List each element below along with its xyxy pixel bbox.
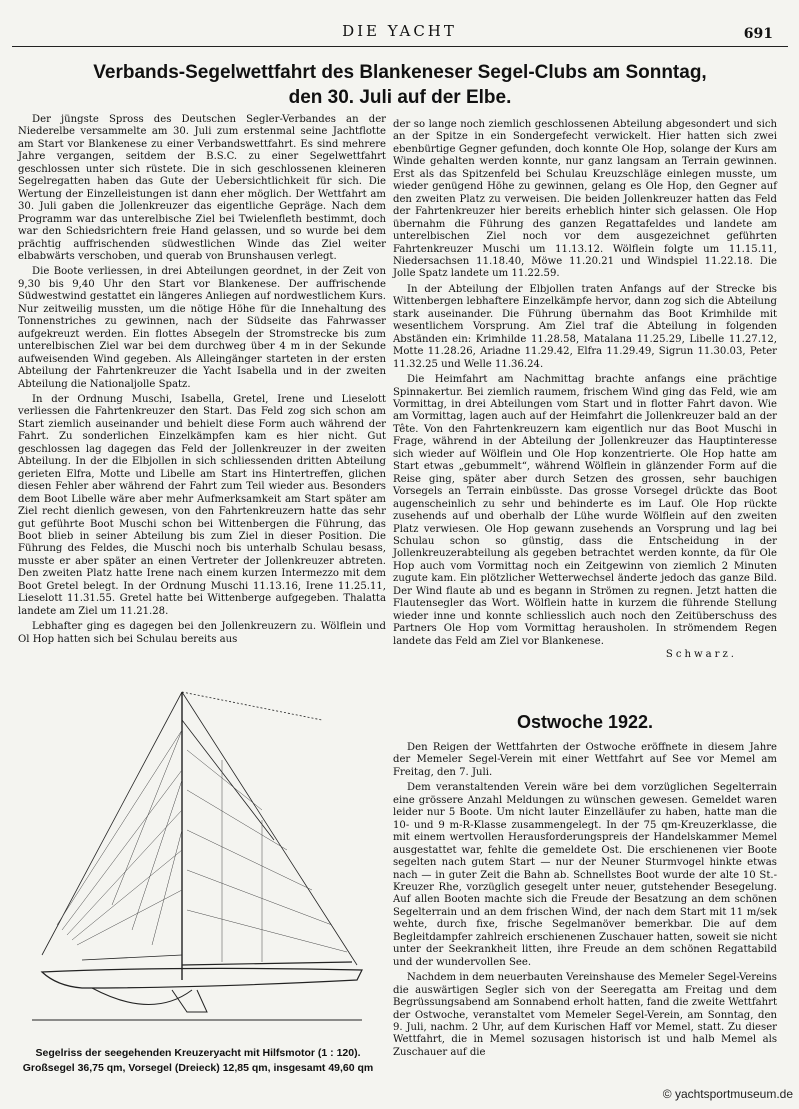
paragraph: Dem veranstaltenden Verein wäre bei dem vorzüglichen Segelterrain eine grössere Anzahl Meldungen zu wünschen gewesen. Gemeldet waren leider nur 5 Boote. Um nicht lauter Einzelläufer zu haben, hatte man die 10- und 9 m-R-Klasse zusammengelegt. In der 75 qm-Kreuzerklasse, die mit einem wertvollen Herausforderungspreis der Handelskammer Memel ausgestattet war, fehlte die gemeldete Ost. Die erschienenen vier Boote segelten nach gutem Start — nur der Neuner Sturmvogel hinkte etwas nach — in guter Zeit die Bahn ab. Schnellstes Boot wurde der alte 10 St.-Kreuzer Rhe, vorzüglich gesegelt unter neuer, gutstehender Besegelung. Auf allen Booten machte sich die Freude der Besatzung an dem schönen Segelterrain und an dem frischen Wind, der nach dem Start mit 11 m/sek wehte, durch fixe, frische Segelmanöver bemerkbar. Die auf dem Begleitdampfer zahlreich erschienenen Zuschauer hatten, soweit sie nicht unter der Seekrankheit litten, ihre Freude an dem schönen Regattabild und der wundervollen See. [393,782,777,968]
article-title [30,60,770,110]
header-rule [12,46,788,47]
figure-caption [8,1046,388,1076]
paragraph: der so lange noch ziemlich geschlossenen Abteilung abgesondert und sich an der Spitze in ein Sondergefecht verwickelt. Hier hatten sich zwei ebenbürtige Gegner gefunden, doch konnte Ole Hop, solange der Kurs am Winde gehalten werden konnte, nur ganz langsam an Terrain gewinnen. Erst als das Spitzenfeld bei Schulau Kreuzschläge einlegen musste, um wieder genügend Höhe zu gewinnen, gelang es Ole Hop, den Gegner auf den zweiten Platz zu verweisen. Die beiden Jollenkreuzer hatten das Feld der Fahrtenkreuzer hier bereits erheblich hinter sich gelassen. Ole Hop übernahm die Führung des ganzen Regattafeldes und landete am unterelbischen Ziel noch vor dem ausgezeichnet geführten Fahrtenkreuzer Muschi um 11.13.12. Wölflein folgte um 11.15.11, Niedersachsen 11.18.40, Möwe 11.20.21 und Windspiel 11.22.18. Die Jolle Spatz landete um 11.22.59. [393,119,777,280]
article-right-column [393,119,777,661]
sail-plan-drawing [22,690,372,1030]
page-header [0,22,799,46]
paragraph: Der jüngste Spross des Deutschen Segler-Verbandes an der Niederelbe versammelte am 30. Juli zum erstenmal seine Jachtflotte am Start vor Blankenese zu einer Verbandswettfahrt. Es sind mehrere Jahre vergangen, seitdem der B.S.C. zu einer Segelwettfahrt geschlossen unter sich rüstete. Die in sich geschlossenen kleineren Segelregatten haben das Gute der Uebersichtlichkeit für sich. Die Wertung der Einzelleistungen ist dann eher möglich. Der Wettfahrt am 30. Juli gaben die Jollenkreuzer das eigentliche Gepräge. Nach dem Programm war das unterelbische Ziel bei Twielenfleth bestimmt, doch war den Schiedsrichtern freie Hand gelassen, und so wurde bei dem prächtig auffrischenden südwestlichen Winde das Ziel weiter elbabwärts verschoben, und querab von Brunshausen verlegt. [18,114,386,262]
paragraph: Die Heimfahrt am Nachmittag brachte anfangs eine prächtige Spinnakertur. Bei ziemlich raumem, frischem Wind ging das Feld, wie am Vormittag, in drei Abteilungen vom Start und in flotter Fahrt davon. Wie am Vormittag, lagen auch auf der Heimfahrt die Jollenkreuzer bald an der Tête. Von den Fahrtenkreuzern kam eigentlich nur das Boot Muschi in Frage, während in der Abteilung der Jollenkreuzer das Hauptinteresse sich wieder auf Wölflein und Ole Hop konzentrierte. Ole Hop hatte am Start etwas „gebummelt“, während Wölflein in glänzender Form auf die Reise ging, später aber durch Setzen des grossen, sehr bauchigen Vorsegels an Terrain einbüsste. Das grosse Vorsegel drückte das Boot augenscheinlich zu sehr und behinderte es im Lauf. Ole Hop rückte zusehends auf und oberhalb der Lühe wurde Wölflein auf den zweiten Platz verwiesen. Ole Hop gewann zusehends an Vorsprung und lag bei Schulau schon so günstig, dass die Entscheidung in der Jollenkreuzerabteilung als gegeben betrachtet werden konnte, da für Ole Hop auch vom Vormittag noch ein Zeitgewinn von ziemlich 2 Minuten zugute kam. Ein plötzlicher Wetterwechsel änderte jedoch das ganze Bild. Der Wind flaute ab und es begann in Strömen zu regnen. Jetzt hatten die Flautensegler das Wort. Wölflein hatte in kurzem die führende Stellung wieder inne und konnte schliesslich auch noch den Zeitüberschuss des Partners Ole Hop vom Vormittag herausholen. In strömendem Regen landete das Feld am Ziel vor Blankenese. [393,374,777,647]
sail-plan-figure [22,690,372,1030]
ostwoche-column [393,742,777,1062]
section-title-ostwoche: Ostwoche 1922. [516,712,654,732]
journal-title: DIE YACHT [342,22,457,40]
paragraph: Die Boote verliessen, in drei Abteilungen geordnet, in der Zeit von 9,30 bis 9,40 Uhr den Start vor Blankenese. Der auffrischende Südwestwind gestattet ein längeres Anliegen auf nordwestlichem Kurs. Nur zeitweilig mussten, um die nötige Höhe für die Innehaltung des Tonnenstriches zu gewinnen, nach der Südseite das Fahrwasser aufgekreuzt werden. Ein flottes Absegeln der Stromstrecke bis zum unterelbischen Ziel war bei dem durchweg über 4 m in der Sekunde aufweisenden Wind gegeben. Als Alleingänger starteten in der ersten Abteilung der Fahrtenkreuzer die Yacht Isabella und in der zweiten Abteilung die Nationaljolle Spatz. [18,266,386,390]
author-signature: Schwarz. [665,649,737,661]
paragraph: In der Abteilung der Elbjollen traten Anfangs auf der Strecke bis Wittenbergen lebhaftere Einzelkämpfe hervor, dann zog sich die Abteilung stark auseinander. Die Führung übernahm das Boot Krimhilde mit wesentlichem Vorsprung. Am Ziel traf die Abteilung in folgenden Abständen ein: Krimhilde 11.28.58, Matalana 11.25.29, Libelle 11.27.12, Motte 11.28.26, Ariadne 11.29.42, Elfra 11.29.49, Sigrun 11.30.03, Peter 11.32.25 und Welle 11.36.24. [393,283,777,370]
figure-caption-line2: Großsegel 36,75 qm, Vorsegel (Dreieck) 12,85 qm, insgesamt 49,60 qm [22,1062,374,1074]
article-title-line1: Verbands-Segelwettfahrt des Blankeneser Segel-Clubs am Sonntag, [93,62,707,83]
paragraph: Den Reigen der Wettfahrten der Ostwoche eröffnete in diesem Jahre der Memeler Segel-Verein mit einer Wettfahrt auf See vor Memel am Freitag, den 7. Juli. [393,742,777,778]
figure-caption-line1: Segelriss der seegehenden Kreuzeryacht mit Hilfsmotor (1 : 120). [35,1047,361,1059]
paragraph: Lebhafter ging es dagegen bei den Jollenkreuzern zu. Wölflein und Ol Hop hatten sich bei Schulau bereits aus [18,621,386,645]
article-title-line2: den 30. Juli auf der Elbe. [288,87,512,108]
paragraph: In der Ordnung Muschi, Isabella, Gretel, Irene und Lieselott verliessen die Fahrtenkreuzer den Start. Das Feld zog sich schon am Start ziemlich auseinander und behielt diese Form auch während der Fahrt. Zu sonderlichen Einzelkämpfen kam es hier nicht. Gut geschlossen lag dagegen das Feld der Jollenkreuzer in der zweiten Abteilung. In der die Elbjollen in sich schliessenden dritten Abteilung gerieten Elfra, Motte und Libelle am Start ins Hintertreffen, glichen diesen Fehler aber während der Fahrt zum Teil wieder aus. Besonders dem Boot Libelle wäre aber mehr Aufmerksamkeit am Start später am Ziel recht dienlich gewesen, von den Fahrtenkreuzern hatte das sehr gut geführte Boot Muschi schon bei Wittenbergen die Führung, das Boot blieb in seiner Abteilung bis zum Ziel in dieser Position. Die Führung des Feldes, die Muschi noch bis unterhalb Schulau besass, musste er aber später an einen Vertreter der Jollenkreuzer abtreten. Den zweiten Platz hatte Irene nach einem kurzen Intermezzo mit dem Boot Gretel belegt. In der Ordnung Muschi 11.13.16, Irene 11.25.11, Lieselott 11.31.55. Gretel hatte bei Wittenberge aufgegeben. Thalatta landete am Ziel um 11.21.28. [18,393,386,617]
watermark: © yachtsportmuseum.de [662,1087,793,1101]
page-number: 691 [743,26,773,42]
paragraph: Nachdem in dem neuerbauten Vereinshause des Memeler Segel-Vereins die auswärtigen Segler sich von der Seeregatta am Freitag und dem Begrüssungsabend am Sonnabend erholt hatten, fand die zweite Wettfahrt der Ostwoche, veranstaltet vom Memeler Segel-Verein, am Sonntag, den 9. Juli, nachm. 2 Uhr, auf dem Kurischen Haff vor Memel, statt. Zu dieser Wettfahrt, die in Memel sozusagen historisch ist und halb Memel als Zuschauer auf die [393,972,777,1058]
article-left-column [18,114,386,649]
